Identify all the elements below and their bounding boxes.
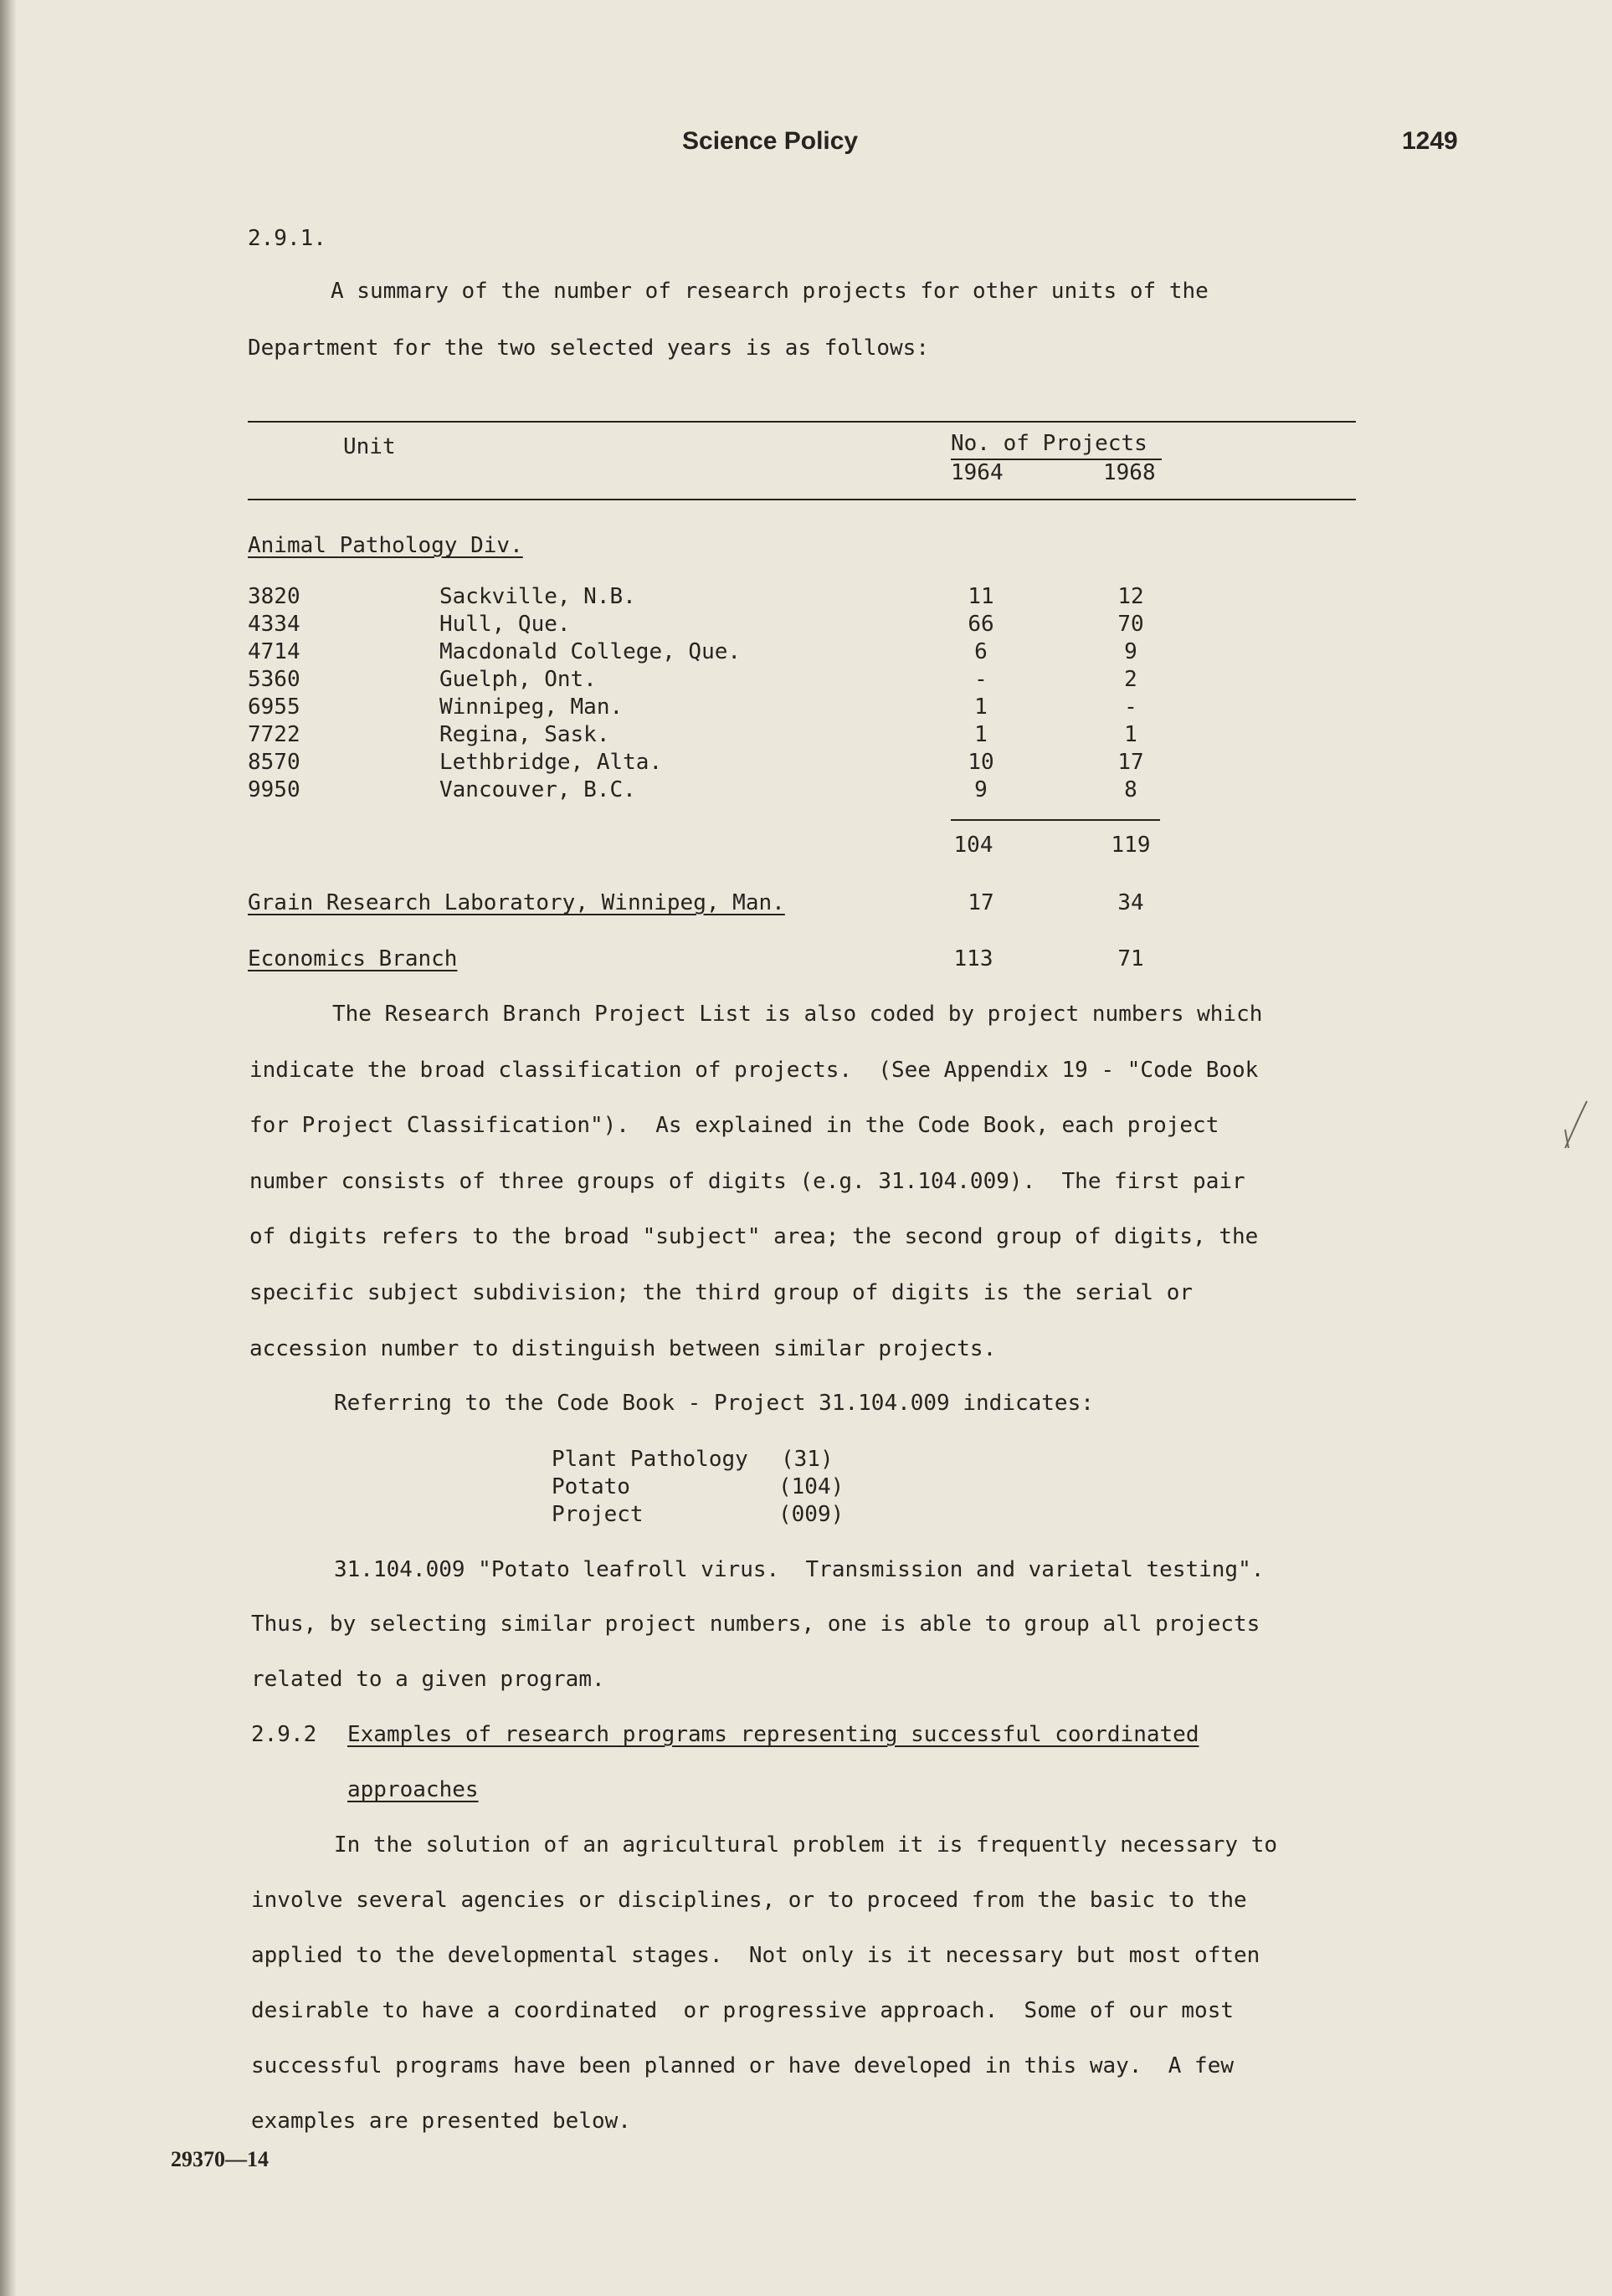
row-code: 7722 — [248, 722, 300, 747]
row-1964: 66 — [968, 612, 994, 637]
economics-branch-1964: 113 — [953, 946, 993, 971]
table-header-rule — [248, 499, 1356, 500]
subtotal-1968: 119 — [1111, 833, 1151, 858]
footer-code: 29370—14 — [171, 2147, 269, 2171]
paragraph3-line-2: involve several agencies or disciplines, or to proceed from the basic to the — [251, 1888, 1247, 1913]
code-value-009: (009) — [778, 1502, 845, 1527]
paragraph2-line-7: accession number to distinguish between similar projects. — [249, 1336, 997, 1361]
paragraph3-line-6: examples are presented below. — [251, 2109, 631, 2134]
running-header-title: Science Policy — [682, 127, 859, 155]
row-code: 5360 — [248, 667, 300, 692]
paragraph2-line-5: of digits refers to the broad "subject" area; the second group of digits, the — [249, 1224, 1259, 1249]
row-1968: 2 — [1124, 667, 1137, 692]
grain-research-1968: 34 — [1117, 890, 1144, 915]
table-top-rule — [248, 421, 1356, 423]
row-1964: 9 — [974, 777, 988, 802]
paragraph2-line-6: specific subject subdivision; the third group of digits is the serial or — [249, 1280, 1194, 1305]
intro-line-2: Department for the two selected years is as follows: — [248, 336, 929, 361]
section-number: 2.9.1. — [248, 226, 326, 251]
code-label-potato: Potato — [552, 1474, 630, 1499]
row-place: Guelph, Ont. — [439, 667, 597, 692]
row-1964: 6 — [974, 639, 988, 664]
section-2-9-2-title-line-1: Examples of research programs representing successful coordinated — [347, 1722, 1199, 1747]
row-1964: 10 — [968, 750, 994, 775]
row-code: 9950 — [248, 777, 300, 802]
project-example-line: 31.104.009 "Potato leafroll virus. Transmission and varietal testing". — [334, 1557, 1265, 1582]
row-code: 4334 — [248, 612, 300, 637]
margin-pencil-mark — [1562, 1096, 1592, 1155]
row-1964: - — [974, 667, 988, 692]
subtotal-rule — [951, 819, 1160, 821]
year-header-1964: 1964 — [951, 460, 1004, 485]
group-title-animal-pathology: Animal Pathology Div. — [248, 533, 523, 558]
row-1968: 12 — [1117, 584, 1144, 609]
section-2-9-2-number: 2.9.2 — [251, 1722, 317, 1747]
code-value-31: (31) — [781, 1447, 834, 1472]
thus-line-1: Thus, by selecting similar project numbers, one is able to group all projects — [251, 1612, 1260, 1637]
code-label-plant-pathology: Plant Pathology — [552, 1447, 748, 1472]
thus-line-2: related to a given program. — [251, 1667, 605, 1692]
paragraph3-line-1: In the solution of an agricultural problem it is frequently necessary to — [334, 1832, 1278, 1858]
row-1968: 1 — [1124, 722, 1137, 747]
economics-branch-label: Economics Branch — [248, 946, 458, 971]
row-code: 8570 — [248, 750, 300, 775]
paragraph3-line-3: applied to the developmental stages. Not only is it necessary but most often — [251, 1943, 1260, 1968]
row-1964: 1 — [974, 722, 988, 747]
paragraph2-line-3: for Project Classification"). As explained in the Code Book, each project — [249, 1113, 1219, 1138]
paragraph3-line-4: desirable to have a coordinated or progressive approach. Some of our most — [251, 1998, 1234, 2023]
section-2-9-2-title-line-2: approaches — [347, 1777, 479, 1802]
grain-research-1964: 17 — [968, 890, 994, 915]
page-number: 1249 — [1402, 127, 1458, 155]
row-place: Vancouver, B.C. — [439, 777, 636, 802]
row-place: Hull, Que. — [439, 612, 571, 637]
economics-branch-1968: 71 — [1117, 946, 1144, 971]
year-header-1968: 1968 — [1103, 460, 1156, 485]
paragraph3-line-5: successful programs have been planned or have developed in this way. A few — [251, 2053, 1234, 2078]
column-header-projects: No. of Projects — [951, 431, 1147, 456]
row-1968: 70 — [1117, 612, 1144, 637]
paragraph2-line-4: number consists of three groups of digits (e.g. 31.104.009). The first pair — [249, 1169, 1245, 1194]
row-1968: 9 — [1124, 639, 1137, 664]
row-place: Winnipeg, Man. — [439, 694, 624, 720]
row-place: Sackville, N.B. — [439, 584, 636, 609]
row-code: 4714 — [248, 639, 300, 664]
row-1968: 8 — [1124, 777, 1137, 802]
column-header-unit: Unit — [343, 434, 396, 459]
code-value-104: (104) — [778, 1474, 845, 1499]
row-1968: - — [1124, 694, 1137, 720]
paragraph2-line-1: The Research Branch Project List is also coded by project numbers which — [332, 1002, 1263, 1027]
row-code: 6955 — [248, 694, 300, 720]
page-binding-shadow — [0, 0, 17, 2296]
row-place: Macdonald College, Que. — [439, 639, 742, 664]
intro-line-1: A summary of the number of research projects for other units of the — [331, 279, 1209, 304]
code-label-project: Project — [552, 1502, 644, 1527]
row-place: Regina, Sask. — [439, 722, 610, 747]
row-1968: 17 — [1117, 750, 1144, 775]
referring-line: Referring to the Code Book - Project 31.104.009 indicates: — [334, 1391, 1094, 1416]
row-1964: 1 — [974, 694, 988, 720]
row-place: Lethbridge, Alta. — [439, 750, 663, 775]
grain-research-label: Grain Research Laboratory, Winnipeg, Man. — [248, 890, 785, 915]
row-code: 3820 — [248, 584, 300, 609]
subtotal-1964: 104 — [953, 833, 993, 858]
row-1964: 11 — [968, 584, 994, 609]
paragraph2-line-2: indicate the broad classification of projects. (See Appendix 19 - "Code Book — [249, 1058, 1259, 1083]
